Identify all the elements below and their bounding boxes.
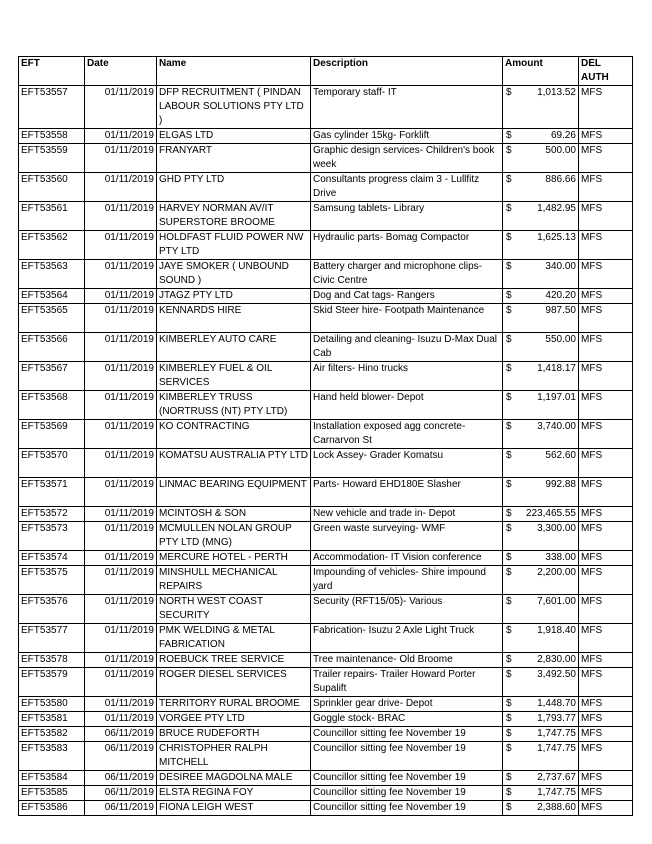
amount-value: 2,830.00: [537, 654, 576, 665]
description-cell: Parts- Howard EHD180E Slasher: [311, 478, 503, 507]
name-cell: PMK WELDING & METAL FABRICATION: [157, 624, 311, 653]
amount-cell: [503, 786, 579, 801]
date-cell: 01/11/2019: [85, 712, 157, 727]
eft-cell: EFT53561: [19, 202, 85, 231]
table-row: [19, 231, 633, 260]
date-cell: 06/11/2019: [85, 771, 157, 786]
del-auth-cell: MFS: [579, 231, 633, 260]
name-cell: MINSHULL MECHANICAL REPAIRS: [157, 566, 311, 595]
table-row: [19, 786, 633, 801]
description-cell: Skid Steer hire- Footpath Maintenance: [311, 304, 503, 333]
date-cell: 01/11/2019: [85, 668, 157, 697]
del-auth-cell: MFS: [579, 742, 633, 771]
description-cell: Consultants progress claim 3 - Lullfitz Drive: [311, 173, 503, 202]
eft-cell: EFT53570: [19, 449, 85, 478]
description-cell: Tree maintenance- Old Broome: [311, 653, 503, 668]
date-cell: 01/11/2019: [85, 595, 157, 624]
date-cell: 06/11/2019: [85, 742, 157, 771]
currency-symbol: $: [506, 669, 512, 680]
table-row: [19, 801, 633, 816]
eft-cell: EFT53580: [19, 697, 85, 712]
table-row: [19, 697, 633, 712]
eft-cell: EFT53575: [19, 566, 85, 595]
table-row: [19, 712, 633, 727]
amount-cell: [503, 742, 579, 771]
currency-symbol: $: [506, 743, 512, 754]
del-auth-cell: MFS: [579, 727, 633, 742]
del-auth-cell: MFS: [579, 551, 633, 566]
currency-symbol: $: [506, 698, 512, 709]
description-cell: Temporary staff- IT: [311, 86, 503, 129]
description-cell: Accommodation- IT Vision conference: [311, 551, 503, 566]
amount-value: 1,013.52: [537, 87, 576, 98]
amount-value: 1,418.17: [537, 363, 576, 374]
amount-cell: [503, 566, 579, 595]
date-cell: 01/11/2019: [85, 653, 157, 668]
date-cell: 01/11/2019: [85, 624, 157, 653]
description-cell: Graphic design services- Children's book week: [311, 144, 503, 173]
name-cell: VORGEE PTY LTD: [157, 712, 311, 727]
name-cell: ROGER DIESEL SERVICES: [157, 668, 311, 697]
table-row: [19, 595, 633, 624]
description-cell: Installation exposed agg concrete- Carnarvon St: [311, 420, 503, 449]
amount-value: 2,737.67: [537, 772, 576, 783]
amount-value: 69.26: [550, 130, 576, 141]
eft-cell: EFT53572: [19, 507, 85, 522]
del-auth-cell: MFS: [579, 362, 633, 391]
amount-cell: [503, 551, 579, 566]
currency-symbol: $: [506, 203, 512, 214]
date-cell: 01/11/2019: [85, 304, 157, 333]
currency-symbol: $: [506, 596, 512, 607]
amount-cell: [503, 333, 579, 362]
description-cell: Councillor sitting fee November 19: [311, 801, 503, 816]
date-cell: 06/11/2019: [85, 727, 157, 742]
name-cell: DFP RECRUITMENT ( PINDAN LABOUR SOLUTIONS PTY LTD ): [157, 86, 311, 129]
description-cell: New vehicle and trade in- Depot: [311, 507, 503, 522]
eft-cell: EFT53568: [19, 391, 85, 420]
del-auth-cell: MFS: [579, 289, 633, 304]
table-row: [19, 260, 633, 289]
name-cell: KO CONTRACTING: [157, 420, 311, 449]
date-cell: 01/11/2019: [85, 202, 157, 231]
description-cell: Councillor sitting fee November 19: [311, 771, 503, 786]
del-auth-cell: MFS: [579, 86, 633, 129]
eft-cell: EFT53579: [19, 668, 85, 697]
amount-value: 420.20: [545, 290, 576, 301]
amount-value: 886.66: [545, 174, 576, 185]
table-row: [19, 551, 633, 566]
date-cell: 01/11/2019: [85, 566, 157, 595]
amount-value: 1,625.13: [537, 232, 576, 243]
table-row: [19, 362, 633, 391]
amount-value: 1,918.40: [537, 625, 576, 636]
eft-cell: EFT53566: [19, 333, 85, 362]
eft-cell: EFT53573: [19, 522, 85, 551]
name-cell: MCINTOSH & SON: [157, 507, 311, 522]
description-cell: Samsung tablets- Library: [311, 202, 503, 231]
eft-cell: EFT53585: [19, 786, 85, 801]
date-cell: 01/11/2019: [85, 333, 157, 362]
eft-cell: EFT53586: [19, 801, 85, 816]
amount-value: 1,197.01: [537, 392, 576, 403]
currency-symbol: $: [506, 787, 512, 798]
amount-cell: [503, 260, 579, 289]
eft-cell: EFT53576: [19, 595, 85, 624]
amount-value: 2,200.00: [537, 567, 576, 578]
del-auth-cell: MFS: [579, 801, 633, 816]
name-cell: CHRISTOPHER RALPH MITCHELL: [157, 742, 311, 771]
eft-cell: EFT53564: [19, 289, 85, 304]
table-row: [19, 668, 633, 697]
amount-cell: [503, 173, 579, 202]
currency-symbol: $: [506, 625, 512, 636]
amount-value: 1,747.75: [537, 743, 576, 754]
del-auth-cell: MFS: [579, 653, 633, 668]
eft-cell: EFT53578: [19, 653, 85, 668]
description-cell: Sprinkler gear drive- Depot: [311, 697, 503, 712]
amount-cell: [503, 668, 579, 697]
currency-symbol: $: [506, 363, 512, 374]
amount-value: 2,388.60: [537, 802, 576, 813]
description-cell: Councillor sitting fee November 19: [311, 786, 503, 801]
del-auth-cell: MFS: [579, 129, 633, 144]
eft-cell: EFT53577: [19, 624, 85, 653]
description-cell: Security (RFT15/05)- Various: [311, 595, 503, 624]
currency-symbol: $: [506, 654, 512, 665]
name-cell: MCMULLEN NOLAN GROUP PTY LTD (MNG): [157, 522, 311, 551]
table-row: [19, 289, 633, 304]
name-cell: KENNARDS HIRE: [157, 304, 311, 333]
currency-symbol: $: [506, 305, 512, 316]
eft-header: EFT: [19, 57, 85, 86]
date-cell: 01/11/2019: [85, 173, 157, 202]
amount-value: 1,747.75: [537, 787, 576, 798]
amount-cell: [503, 801, 579, 816]
table-row: [19, 304, 633, 333]
del-auth-cell: MFS: [579, 173, 633, 202]
amount-cell: [503, 86, 579, 129]
eft-cell: EFT53574: [19, 551, 85, 566]
currency-symbol: $: [506, 713, 512, 724]
description-cell: Lock Assey- Grader Komatsu: [311, 449, 503, 478]
amount-cell: [503, 522, 579, 551]
del-auth-cell: MFS: [579, 449, 633, 478]
amount-cell: [503, 420, 579, 449]
name-cell: KIMBERLEY FUEL & OIL SERVICES: [157, 362, 311, 391]
amount-value: 1,747.75: [537, 728, 576, 739]
date-cell: 01/11/2019: [85, 289, 157, 304]
name-cell: FRANYART: [157, 144, 311, 173]
description-cell: Green waste surveying- WMF: [311, 522, 503, 551]
amount-value: 7,601.00: [537, 596, 576, 607]
description-cell: Hand held blower- Depot: [311, 391, 503, 420]
eft-cell: EFT53571: [19, 478, 85, 507]
del-auth-cell: MFS: [579, 771, 633, 786]
amount-value: 500.00: [545, 145, 576, 156]
name-cell: KIMBERLEY TRUSS (NORTRUSS (NT) PTY LTD): [157, 391, 311, 420]
eft-cell: EFT53558: [19, 129, 85, 144]
table-row: [19, 173, 633, 202]
description-cell: Trailer repairs- Trailer Howard Porter Supalift: [311, 668, 503, 697]
eft-cell: EFT53565: [19, 304, 85, 333]
description-cell: Impounding of vehicles- Shire impound yard: [311, 566, 503, 595]
date-header: Date: [85, 57, 157, 86]
currency-symbol: $: [506, 772, 512, 783]
currency-symbol: $: [506, 523, 512, 534]
amount-value: 550.00: [545, 334, 576, 345]
amount-header: Amount: [503, 57, 579, 86]
name-cell: JAYE SMOKER ( UNBOUND SOUND ): [157, 260, 311, 289]
amount-cell: [503, 727, 579, 742]
date-cell: 01/11/2019: [85, 129, 157, 144]
name-cell: ROEBUCK TREE SERVICE: [157, 653, 311, 668]
del-auth-cell: MFS: [579, 260, 633, 289]
description-cell: Dog and Cat tags- Rangers: [311, 289, 503, 304]
date-cell: 01/11/2019: [85, 420, 157, 449]
currency-symbol: $: [506, 802, 512, 813]
amount-cell: [503, 449, 579, 478]
description-cell: Detailing and cleaning- Isuzu D-Max Dual Cab: [311, 333, 503, 362]
table-row: [19, 333, 633, 362]
name-cell: HOLDFAST FLUID POWER NW PTY LTD: [157, 231, 311, 260]
eft-cell: EFT53582: [19, 727, 85, 742]
del-auth-cell: MFS: [579, 624, 633, 653]
del-auth-cell: MFS: [579, 668, 633, 697]
description-cell: Councillor sitting fee November 19: [311, 742, 503, 771]
del-auth-header: DEL AUTH: [579, 57, 633, 86]
amount-cell: [503, 304, 579, 333]
del-auth-cell: MFS: [579, 522, 633, 551]
description-cell: Hydraulic parts- Bomag Compactor: [311, 231, 503, 260]
date-cell: 01/11/2019: [85, 697, 157, 712]
eft-cell: EFT53562: [19, 231, 85, 260]
name-cell: TERRITORY RURAL BROOME: [157, 697, 311, 712]
currency-symbol: $: [506, 334, 512, 345]
table-row: [19, 449, 633, 478]
table-row: [19, 771, 633, 786]
table-row: [19, 507, 633, 522]
eft-cell: EFT53559: [19, 144, 85, 173]
del-auth-cell: MFS: [579, 697, 633, 712]
name-cell: MERCURE HOTEL - PERTH: [157, 551, 311, 566]
amount-value: 223,465.55: [525, 508, 576, 519]
currency-symbol: $: [506, 728, 512, 739]
date-cell: 01/11/2019: [85, 144, 157, 173]
name-cell: FIONA LEIGH WEST: [157, 801, 311, 816]
currency-symbol: $: [506, 567, 512, 578]
date-cell: 01/11/2019: [85, 507, 157, 522]
del-auth-cell: MFS: [579, 478, 633, 507]
amount-value: 3,300.00: [537, 523, 576, 534]
currency-symbol: $: [506, 130, 512, 141]
table-row: [19, 391, 633, 420]
amount-cell: [503, 712, 579, 727]
del-auth-cell: MFS: [579, 420, 633, 449]
date-cell: 01/11/2019: [85, 551, 157, 566]
amount-value: 1,793.77: [537, 713, 576, 724]
amount-value: 1,482.95: [537, 203, 576, 214]
date-cell: 01/11/2019: [85, 449, 157, 478]
del-auth-cell: MFS: [579, 304, 633, 333]
eft-cell: EFT53584: [19, 771, 85, 786]
amount-value: 340.00: [545, 261, 576, 272]
name-cell: KIMBERLEY AUTO CARE: [157, 333, 311, 362]
del-auth-cell: MFS: [579, 712, 633, 727]
table-row: [19, 566, 633, 595]
currency-symbol: $: [506, 479, 512, 490]
eft-cell: EFT53581: [19, 712, 85, 727]
amount-cell: [503, 362, 579, 391]
description-cell: Goggle stock- BRAC: [311, 712, 503, 727]
currency-symbol: $: [506, 392, 512, 403]
payments-table: [18, 56, 633, 816]
description-cell: Gas cylinder 15kg- Forklift: [311, 129, 503, 144]
table-row: [19, 522, 633, 551]
amount-cell: [503, 507, 579, 522]
name-cell: GHD PTY LTD: [157, 173, 311, 202]
currency-symbol: $: [506, 232, 512, 243]
currency-symbol: $: [506, 174, 512, 185]
name-header: Name: [157, 57, 311, 86]
del-auth-cell: MFS: [579, 333, 633, 362]
amount-cell: [503, 144, 579, 173]
amount-cell: [503, 653, 579, 668]
description-header: Description: [311, 57, 503, 86]
eft-cell: EFT53583: [19, 742, 85, 771]
eft-cell: EFT53560: [19, 173, 85, 202]
table-row: [19, 202, 633, 231]
amount-cell: [503, 129, 579, 144]
table-row: [19, 653, 633, 668]
amount-cell: [503, 697, 579, 712]
currency-symbol: $: [506, 87, 512, 98]
name-cell: ELGAS LTD: [157, 129, 311, 144]
amount-value: 1,448.70: [537, 698, 576, 709]
eft-cell: EFT53567: [19, 362, 85, 391]
amount-cell: [503, 231, 579, 260]
amount-cell: [503, 771, 579, 786]
amount-cell: [503, 595, 579, 624]
amount-cell: [503, 478, 579, 507]
amount-cell: [503, 624, 579, 653]
currency-symbol: $: [506, 508, 512, 519]
eft-cell: EFT53557: [19, 86, 85, 129]
currency-symbol: $: [506, 290, 512, 301]
date-cell: 01/11/2019: [85, 391, 157, 420]
name-cell: JTAGZ PTY LTD: [157, 289, 311, 304]
del-auth-cell: MFS: [579, 507, 633, 522]
date-cell: 01/11/2019: [85, 260, 157, 289]
date-cell: 01/11/2019: [85, 522, 157, 551]
amount-value: 338.00: [545, 552, 576, 563]
date-cell: 01/11/2019: [85, 231, 157, 260]
name-cell: BRUCE RUDEFORTH: [157, 727, 311, 742]
name-cell: NORTH WEST COAST SECURITY: [157, 595, 311, 624]
del-auth-cell: MFS: [579, 144, 633, 173]
name-cell: DESIREE MAGDOLNA MALE: [157, 771, 311, 786]
del-auth-cell: MFS: [579, 786, 633, 801]
currency-symbol: $: [506, 450, 512, 461]
amount-cell: [503, 391, 579, 420]
description-cell: Air filters- Hino trucks: [311, 362, 503, 391]
table-row: [19, 727, 633, 742]
table-row: [19, 144, 633, 173]
amount-cell: [503, 289, 579, 304]
del-auth-cell: MFS: [579, 566, 633, 595]
name-cell: KOMATSU AUSTRALIA PTY LTD: [157, 449, 311, 478]
eft-cell: EFT53563: [19, 260, 85, 289]
table-row: [19, 420, 633, 449]
description-cell: Battery charger and microphone clips- Civic Centre: [311, 260, 503, 289]
description-cell: Councillor sitting fee November 19: [311, 727, 503, 742]
amount-value: 987.50: [545, 305, 576, 316]
header-row: [19, 57, 633, 86]
name-cell: LINMAC BEARING EQUIPMENT: [157, 478, 311, 507]
amount-value: 992.88: [545, 479, 576, 490]
amount-value: 562.60: [545, 450, 576, 461]
table-row: [19, 86, 633, 129]
name-cell: HARVEY NORMAN AV/IT SUPERSTORE BROOME: [157, 202, 311, 231]
del-auth-cell: MFS: [579, 202, 633, 231]
table-row: [19, 129, 633, 144]
date-cell: 01/11/2019: [85, 362, 157, 391]
eft-cell: EFT53569: [19, 420, 85, 449]
table-row: [19, 624, 633, 653]
currency-symbol: $: [506, 261, 512, 272]
name-cell: ELSTA REGINA FOY: [157, 786, 311, 801]
del-auth-cell: MFS: [579, 595, 633, 624]
amount-value: 3,492.50: [537, 669, 576, 680]
date-cell: 06/11/2019: [85, 786, 157, 801]
table-row: [19, 478, 633, 507]
currency-symbol: $: [506, 552, 512, 563]
amount-cell: [503, 202, 579, 231]
del-auth-cell: MFS: [579, 391, 633, 420]
date-cell: 06/11/2019: [85, 801, 157, 816]
table-row: [19, 742, 633, 771]
date-cell: 01/11/2019: [85, 86, 157, 129]
currency-symbol: $: [506, 421, 512, 432]
description-cell: Fabrication- Isuzu 2 Axle Light Truck: [311, 624, 503, 653]
date-cell: 01/11/2019: [85, 478, 157, 507]
amount-value: 3,740.00: [537, 421, 576, 432]
currency-symbol: $: [506, 145, 512, 156]
